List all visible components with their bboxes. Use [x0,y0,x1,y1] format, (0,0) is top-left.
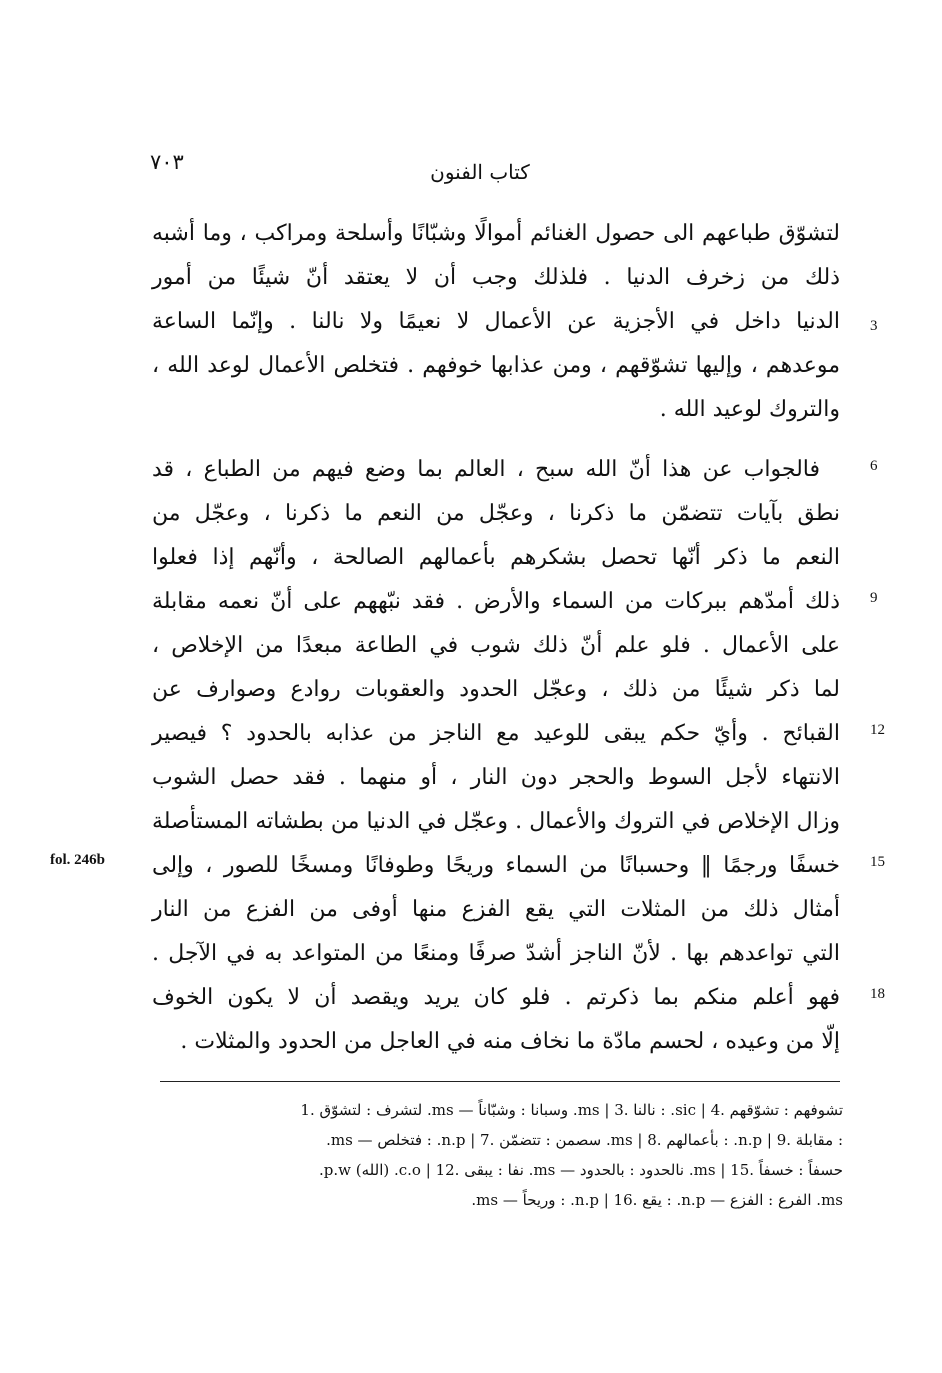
text-line: وزال الإخلاص في التروك والأعمال . وعجّل في الدنيا من بطشاته المستأصلة [152,809,840,834]
text-line: لما ذكر شيئًا من ذلك ، وعجّل الحدود والعقوبات روادع وصوارف عن [152,677,840,702]
text-line: أمثال ذلك من المثلات التي يقع الفزع منها أوفى من الفزع من النار [152,897,840,922]
footnote-line: : مقابلة .9 | n.p. : بأعمالهم .8 | ms. سصمن : تتضمّن .7 | n.p. : فتخلص — ms. [326,1131,843,1149]
page-number: ٧٠٣ [150,150,184,174]
text-line: إلّا من وعيده ، لحسم مادّة ما نخاف منه في العاجل من الحدود والمثلات . [180,1029,840,1054]
line-number: 15 [870,854,885,870]
footnote-line: ms. الفرع : الفزع — n.p. : يقع .16 | n.p. : وريحاً — ms. [471,1191,843,1209]
line-number: 12 [870,722,885,738]
line-number: 6 [870,458,878,474]
text-line: النعم ما ذكر أنّها تحصل بشكرهم بأعمالهم الصالحة ، وأنّهم إذا فعلوا [152,545,840,570]
text-line: خسفًا ورجمًا ‖ وحسبانًا من السماء وريحًا وطوفانًا ومسخًا للصور ، وإلى [152,853,840,878]
text-line: فالجواب عن هذا أنّ الله سبح ، العالم بما وضع فيهم من الطباع ، قد [152,457,820,482]
footnote-line: تشوفهم : تشوّقهم .4 | sic. : نالنا .3 | ms. وسبانا : وشبّاناً — ms. لتشرف : لتشوّق .1 [300,1101,843,1119]
text-line: على الأعمال . فلو علم أنّ ذلك شوب في الطاعة مبعدًا من الإخلاص ، [152,633,840,658]
text-line: الانتهاء لأجل السوط والحجر دون النار ، أو منهما . فقد حصل الشوب [152,765,840,790]
text-line: القبائح . وأيّ حكم يبقى للوعيد مع الناجز من عذابه بالحدود ؟ فيصير [152,721,840,746]
text-line: موعدهم ، وإليها تشوّقهم ، ومن عذابها خوفهم . فتخلص الأعمال لوعد الله ، [152,353,840,378]
line-number: 3 [870,318,878,334]
footnotes [155,1095,843,1215]
text-line: التي تواعدهم بها . لأنّ الناجز أشدّ صرفًا ومنعًا من المتواعد به في الآجل . [152,941,840,966]
text-line: والتروك لوعيد الله . [659,397,840,422]
footnote-rule [160,1081,840,1082]
text-line: ذلك أمدّهم ببركات من السماء والأرض . فقد نبّههم على أنّ نعمه مقابلة [152,589,840,614]
text-line: ذلك من زخرف الدنيا . فلذلك وجب أن لا يعتقد أنّ شيئًا من أمور [152,265,840,290]
text-line: فهو أعلم منكم بما ذكرتم . فلو كان يريد ويقصد أن لا يكون الخوف [152,985,840,1010]
text-line: نطق بآيات تتضمّن ما ذكرنا ، وعجّل من النعم ما ذكرنا ، وعجّل من [152,501,840,526]
folio-marker: fol. 246b [50,852,106,868]
running-title: كتاب الفنون [430,160,530,184]
body-text [152,212,840,1064]
paragraph-gap [152,432,840,448]
line-number: 9 [870,590,878,606]
text-line: الدنيا داخل في الأجزية عن الأعمال لا نعيمًا ولا نالنا . وإنّما الساعة [152,309,840,334]
line-number: 18 [870,986,885,1002]
text-line: لتشوّق طباعهم الى حصول الغنائم أموالًا وشبّانًا وأسلحة ومراكب ، وما أشبه [152,221,840,246]
footnote-line: حسفاً : خسفاً .15 | ms. نالحدود : بالحدود — ms. نفا : يبقى .12 | c.o. (الله) p.w. [319,1161,843,1179]
